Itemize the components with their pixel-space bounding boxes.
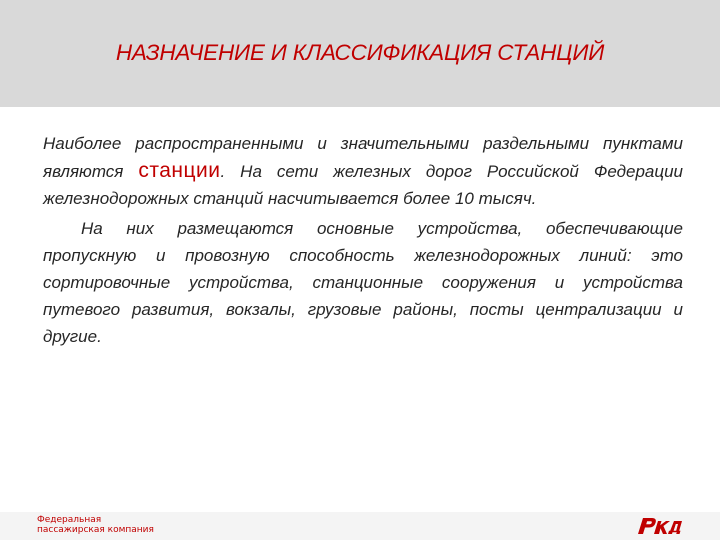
slide-body (43, 130, 683, 350)
company-name-line-2: пассажирская компания (37, 525, 154, 535)
slide-title: НАЗНАЧЕНИЕ И КЛАССИФИКАЦИЯ СТАНЦИЙ (115, 40, 605, 65)
highlight-word: станции (138, 159, 221, 182)
company-name (37, 515, 154, 535)
paragraph-2: На них размещаются основные устройства, обеспечивающие пропускную и провозную способность железнодорожных линий: это сортировочные устройства, станционные сооружения и устройства путевого развития, вокзалы, грузовые районы, посты централизации и другие. (43, 219, 683, 346)
paragraph-1-tail: . На сети железных дорог Российской Федерации железнодорожных станций насчитывается более 10 тысяч. (43, 162, 683, 208)
rzd-logo (636, 511, 688, 537)
paragraph-1 (43, 130, 683, 212)
company-name-line-1: Федеральная (37, 515, 102, 525)
paragraph-1-text: Наиболее распространенными и значительными раздельными пунктами являются (43, 134, 683, 181)
